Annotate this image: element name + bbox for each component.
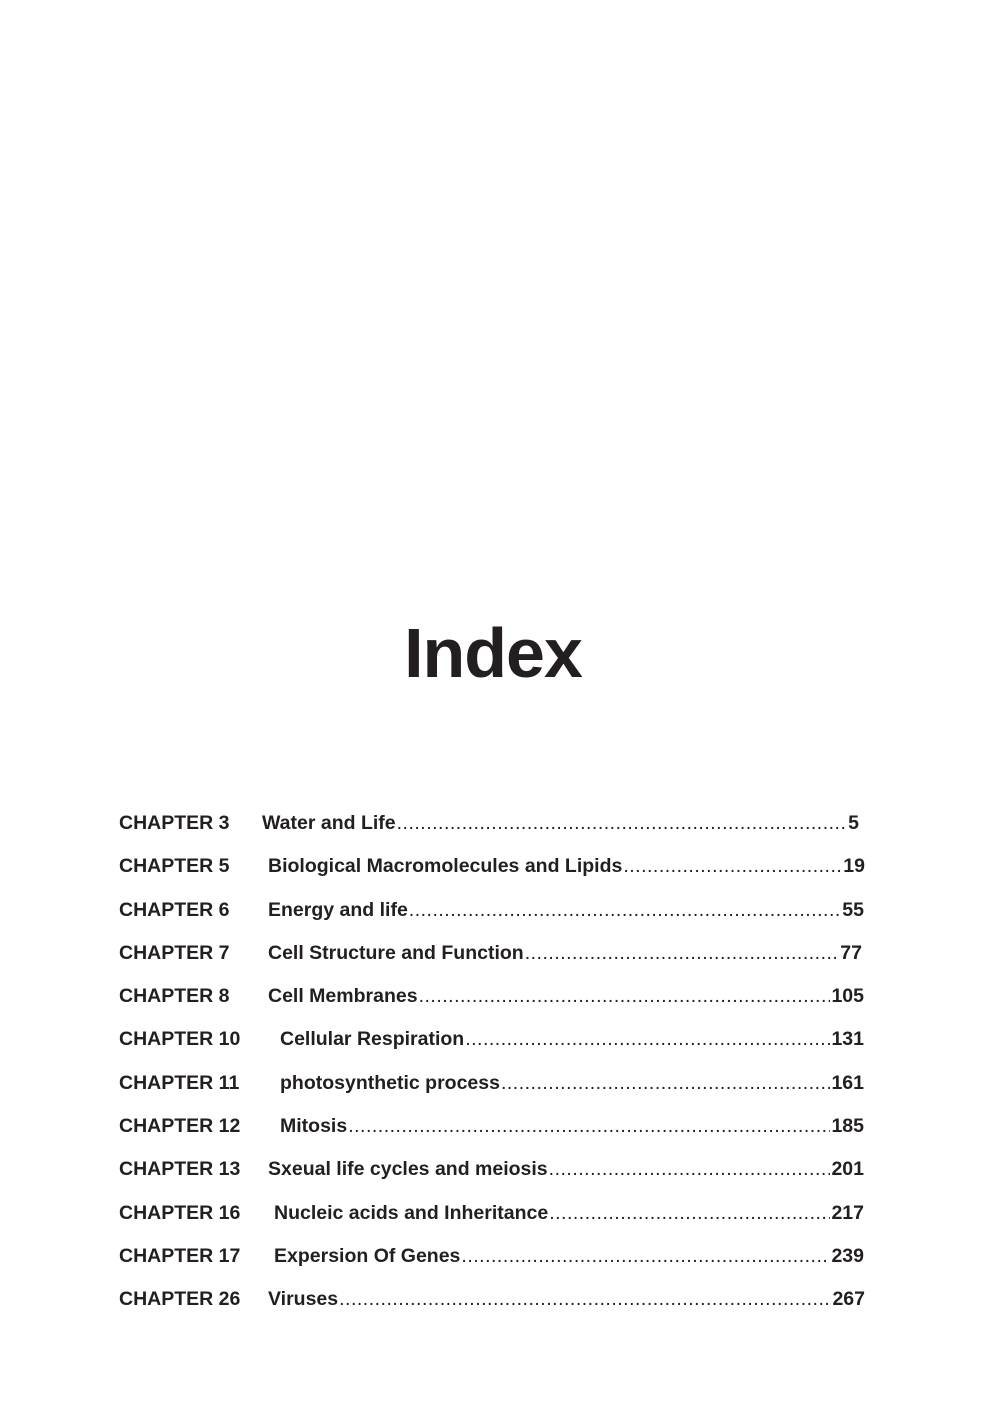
toc-chapter-label: CHAPTER 3 <box>119 812 230 834</box>
toc-dot-leader <box>348 1111 830 1141</box>
toc-chapter-title: Mitosis <box>280 1115 348 1138</box>
toc-page-number: 185 <box>831 1115 864 1138</box>
toc-chapter-title: Cell Structure and Function <box>268 941 524 964</box>
toc-page-number: 77 <box>840 941 862 964</box>
toc-page-number: 161 <box>831 1071 864 1094</box>
toc-page-number: 201 <box>831 1158 864 1181</box>
toc-dot-leader <box>623 851 842 881</box>
toc-chapter-label: CHAPTER 16 <box>119 1201 241 1224</box>
page-title: Index <box>404 613 582 692</box>
table-of-contents <box>119 808 865 1328</box>
toc-entry <box>119 895 865 938</box>
toc-entry <box>119 851 865 894</box>
toc-page-number: 55 <box>842 898 864 921</box>
toc-page-number: 19 <box>843 855 865 878</box>
toc-dot-leader <box>409 895 842 925</box>
toc-page-number: 5 <box>848 812 859 834</box>
toc-dot-leader <box>525 938 840 968</box>
toc-chapter-label: CHAPTER 26 <box>119 1288 241 1311</box>
toc-page-number: 239 <box>831 1244 864 1267</box>
toc-dot-leader <box>549 1154 831 1184</box>
toc-page-number: 105 <box>831 985 864 1008</box>
toc-chapter-label: CHAPTER 5 <box>119 855 230 878</box>
toc-chapter-label: CHAPTER 10 <box>119 1028 241 1051</box>
toc-entry <box>119 1284 865 1327</box>
toc-chapter-label: CHAPTER 7 <box>119 941 230 964</box>
toc-entry <box>119 1024 865 1067</box>
toc-entry <box>119 1111 865 1154</box>
toc-dot-leader <box>461 1241 830 1271</box>
toc-chapter-label: CHAPTER 13 <box>119 1158 241 1181</box>
toc-chapter-title: Water and Life <box>262 812 396 834</box>
toc-chapter-label: CHAPTER 8 <box>119 985 230 1008</box>
toc-chapter-title: Viruses <box>268 1288 339 1311</box>
toc-chapter-label: CHAPTER 6 <box>119 898 230 921</box>
toc-page-number: 217 <box>831 1201 864 1224</box>
toc-entry <box>119 1154 865 1197</box>
toc-entry <box>119 1068 865 1111</box>
toc-dot-leader <box>501 1068 830 1098</box>
toc-entry <box>119 808 865 851</box>
toc-chapter-title: Cellular Respiration <box>280 1028 465 1051</box>
toc-dot-leader <box>465 1024 830 1054</box>
toc-entry <box>119 938 865 981</box>
toc-entry <box>119 1241 865 1284</box>
toc-chapter-title: Cell Membranes <box>268 985 418 1008</box>
toc-chapter-title: Expersion Of Genes <box>274 1244 461 1267</box>
toc-dot-leader <box>549 1198 830 1228</box>
toc-chapter-title: Nucleic acids and Inheritance <box>274 1201 549 1224</box>
toc-dot-leader <box>419 981 831 1011</box>
toc-page-number: 267 <box>832 1288 865 1311</box>
toc-dot-leader <box>397 808 848 838</box>
toc-entry <box>119 981 865 1024</box>
toc-chapter-title: Energy and life <box>268 898 408 921</box>
toc-page-number: 131 <box>831 1028 864 1051</box>
toc-chapter-title: Biological Macromolecules and Lipids <box>268 855 623 878</box>
toc-chapter-label: CHAPTER 12 <box>119 1115 241 1138</box>
toc-dot-leader <box>339 1284 831 1314</box>
toc-chapter-title: photosynthetic process <box>280 1071 500 1094</box>
toc-chapter-title: Sxeual life cycles and meiosis <box>268 1158 548 1181</box>
toc-entry <box>119 1198 865 1241</box>
toc-chapter-label: CHAPTER 11 <box>119 1071 240 1094</box>
toc-chapter-label: CHAPTER 17 <box>119 1244 241 1267</box>
